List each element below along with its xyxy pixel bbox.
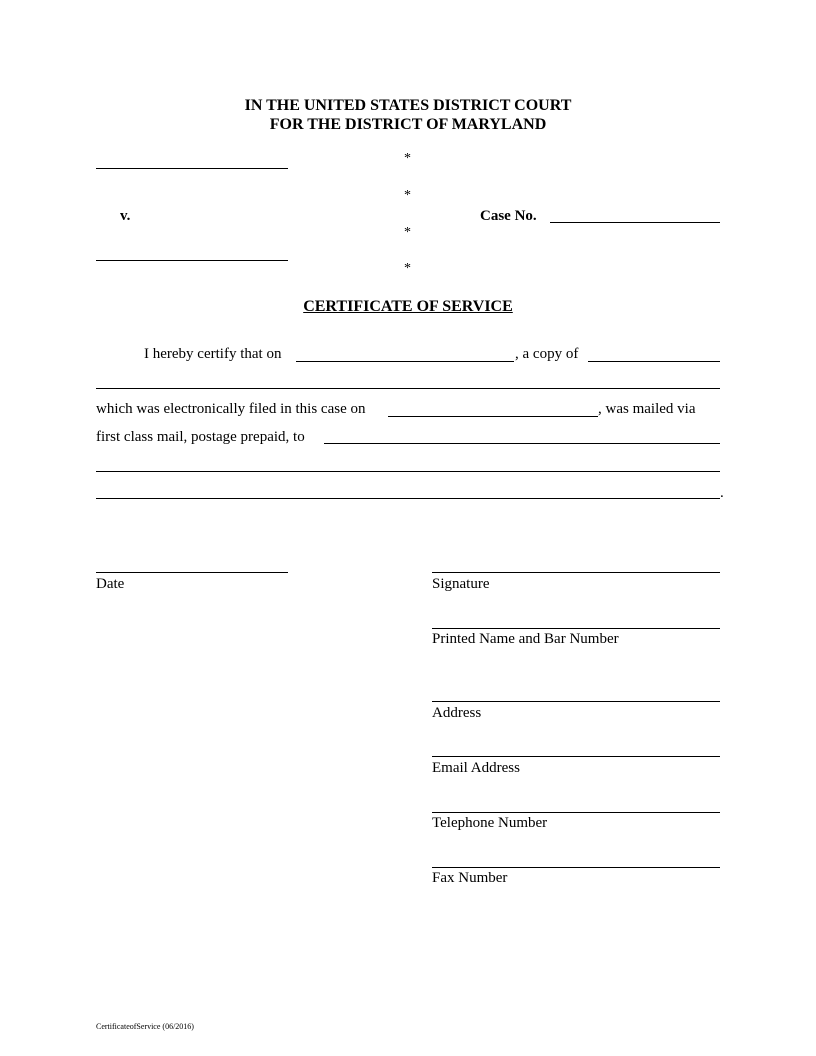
printed-name-label: Printed Name and Bar Number	[432, 631, 619, 647]
certificate-title: CERTIFICATE OF SERVICE	[303, 298, 513, 315]
address-label: Address	[432, 705, 482, 721]
recipient-line-2[interactable]	[96, 471, 720, 472]
defendant-line[interactable]	[96, 260, 288, 261]
case-number-label: Case No.	[480, 208, 537, 224]
email-line[interactable]	[432, 756, 720, 757]
recipient-line-3[interactable]	[96, 498, 720, 499]
filed-text: which was electronically filed in this case on	[96, 401, 366, 417]
date-line[interactable]	[96, 572, 288, 573]
court-name-line2: FOR THE DISTRICT OF MARYLAND	[269, 116, 547, 133]
printed-name-line[interactable]	[432, 628, 720, 629]
address-line[interactable]	[432, 701, 720, 702]
fax-line[interactable]	[432, 867, 720, 868]
court-name-line1: IN THE UNITED STATES DISTRICT COURT	[244, 97, 572, 114]
signature-label: Signature	[432, 576, 490, 592]
document-name-line[interactable]	[588, 361, 720, 362]
caption-separator: *	[404, 261, 411, 276]
caption-separator: *	[404, 188, 411, 203]
filing-date-line[interactable]	[388, 416, 598, 417]
certify-text: I hereby certify that on	[144, 346, 282, 362]
versus-label: v.	[120, 208, 131, 224]
email-label: Email Address	[432, 760, 520, 776]
caption-separator: *	[404, 151, 411, 166]
telephone-label: Telephone Number	[432, 815, 548, 831]
signature-line[interactable]	[432, 572, 720, 573]
fax-label: Fax Number	[432, 870, 508, 886]
case-number-line[interactable]	[550, 222, 720, 223]
first-class-mail-text: first class mail, postage prepaid, to	[96, 429, 305, 445]
document-name-line-2[interactable]	[96, 388, 720, 389]
plaintiff-line[interactable]	[96, 168, 288, 169]
service-date-line[interactable]	[296, 361, 514, 362]
recipient-line-1[interactable]	[324, 443, 720, 444]
mailed-via-text: , was mailed via	[598, 401, 696, 417]
date-label: Date	[96, 576, 125, 592]
copy-of-text: , a copy of	[515, 346, 579, 362]
telephone-line[interactable]	[432, 812, 720, 813]
caption-separator: *	[404, 225, 411, 240]
form-identifier: CertificateofService (06/2016)	[96, 1022, 194, 1031]
end-period: .	[720, 485, 724, 501]
